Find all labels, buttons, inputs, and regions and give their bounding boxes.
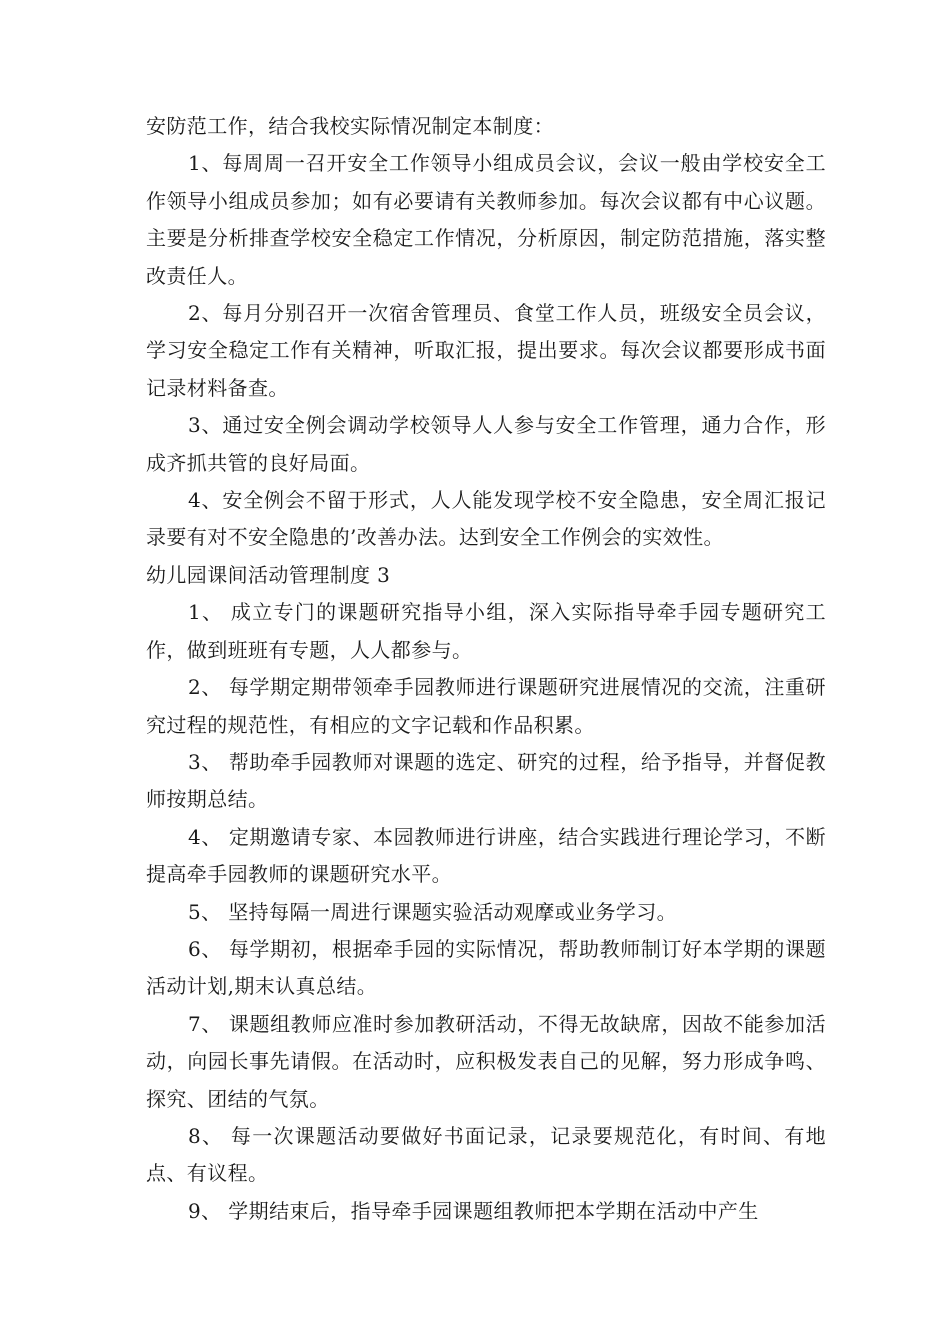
paragraph-rule-3: 3、 帮助牵手园教师对课题的选定、研究的过程，给予指导，并督促教师按期总结。 [146, 749, 826, 812]
paragraph-item-4: 4、安全例会不留于形式，人人能发现学校不安全隐患，安全周汇报记录要有对不安全隐患的’改善办法。达到安全工作例会的实效性。 [146, 488, 826, 550]
paragraph-item-1: 1、每周周一召开安全工作领导小组成员会议，会议一般由学校安全工作领导小组成员参加；如有必要请有关教师参加。每次会议都有中心议题。主要是分析排查学校安全稳定工作情况，分析原因，制定防范措施，落实整改责任人。 [146, 151, 826, 288]
paragraph-rule-9: 9、 学期结束后，指导牵手园课题组教师把本学期在活动中产生 [188, 1198, 759, 1223]
paragraph-rule-6: 6、 每学期初，根据牵手园的实际情况，帮助教师制订好本学期的课题活动计划,期末认真总结。 [146, 936, 826, 999]
paragraph-intro: 安防范工作，结合我校实际情况制定本制度： [146, 114, 554, 138]
document-body [146, 108, 826, 1230]
paragraph-rule-1: 1、 成立专门的课题研究指导小组，深入实际指导牵手园专题研究工作，做到班班有专题，人人都参与。 [146, 600, 826, 662]
paragraph-item-2: 2、每月分别召开一次宿舍管理员、食堂工作人员，班级安全员会议，学习安全稳定工作有关精神，听取汇报，提出要求。每次会议都要形成书面记录材料备查。 [146, 301, 826, 400]
paragraph-rule-4: 4、 定期邀请专家、本园教师进行讲座，结合实践进行理论学习，不断提高牵手园教师的课题研究水平。 [146, 824, 826, 887]
paragraph-rule-5: 5、 坚持每隔一周进行课题实验活动观摩或业务学习。 [188, 899, 678, 924]
paragraph-rule-8: 8、 每一次课题活动要做好书面记录，记录要规范化，有时间、有地点、有议程。 [146, 1123, 826, 1186]
paragraph-item-3: 3、通过安全例会调动学校领导人人参与安全工作管理，通力合作，形成齐抓共管的良好局面。 [146, 413, 826, 475]
paragraph-rule-2: 2、 每学期定期带领牵手园教师进行课题研究进展情况的交流，注重研究过程的规范性，有相应的文字记载和作品积累。 [146, 675, 826, 737]
section-heading: 幼儿园课间活动管理制度 3 [146, 562, 391, 587]
paragraph-rule-7: 7、 课题组教师应准时参加教研活动，不得无故缺席，因故不能参加活动，向园长事先请假。在活动时，应积极发表自己的见解，努力形成争鸣、探究、团结的气氛。 [146, 1011, 826, 1111]
